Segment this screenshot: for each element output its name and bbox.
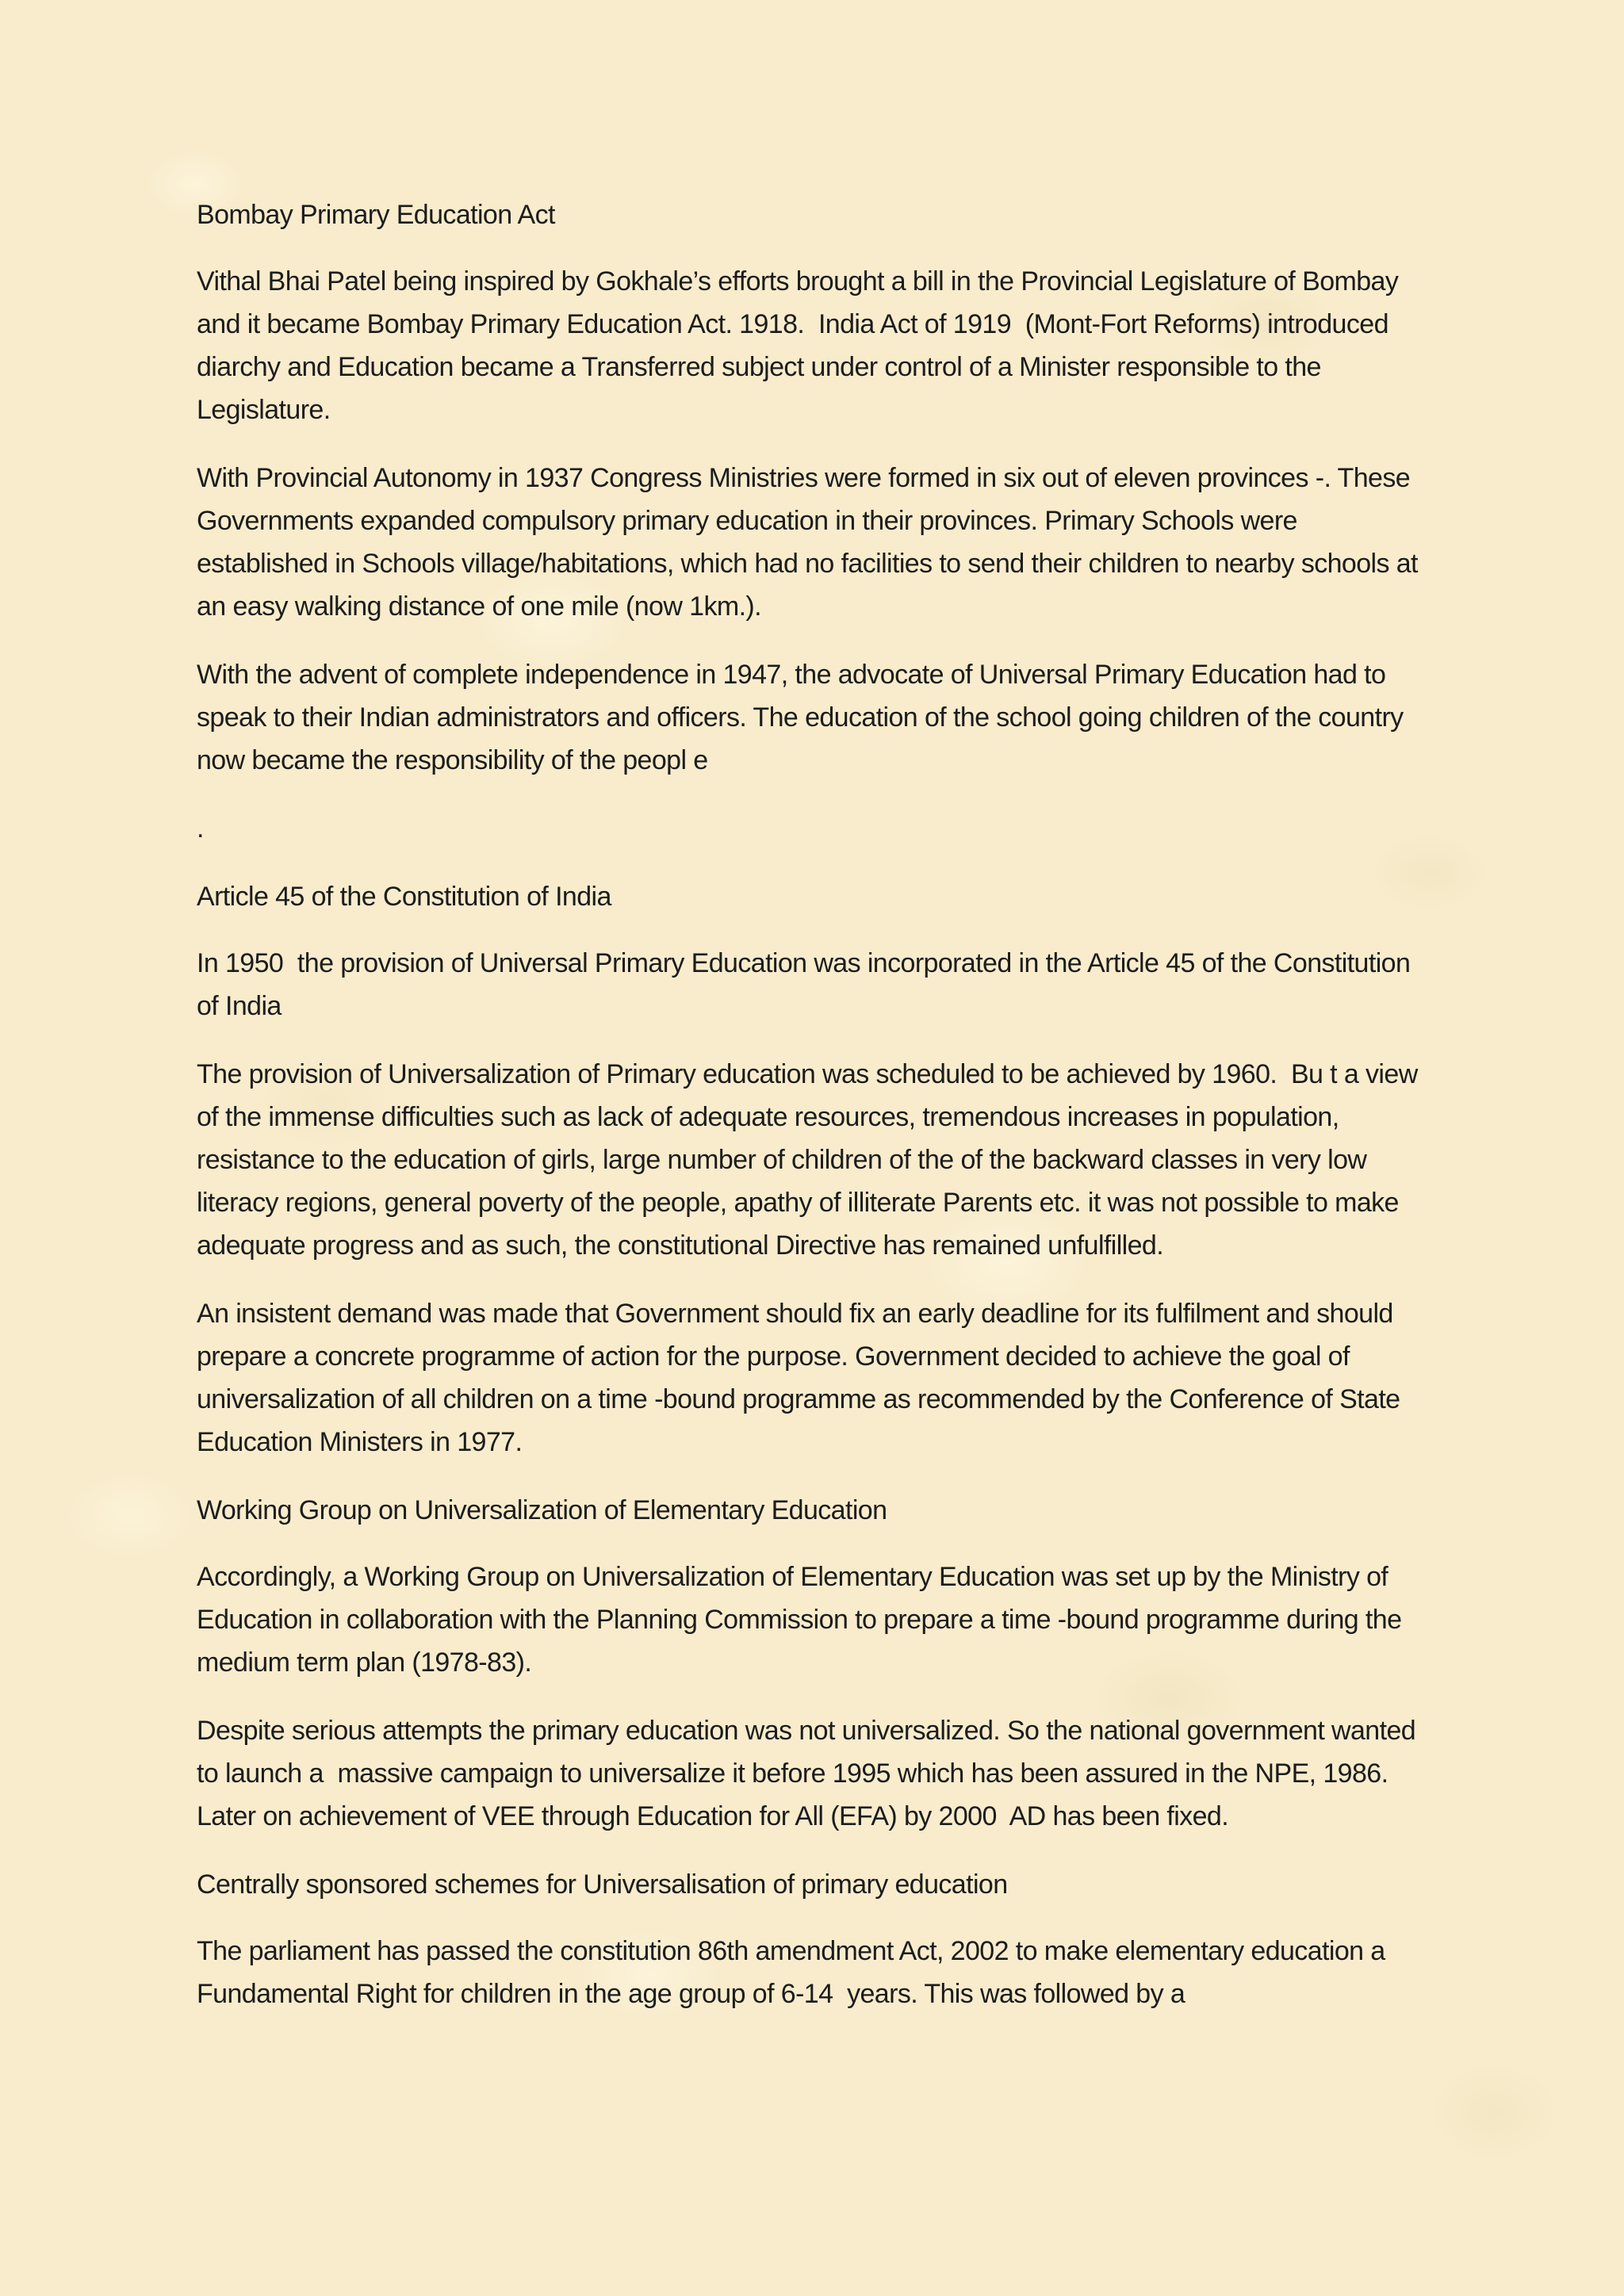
paragraph-86th-amendment: The parliament has passed the constitution 86th amendment Act, 2002 to make elementary education a Fundamental Right for children in the age group of 6-14 years. This was followed by a: [197, 1936, 1392, 2009]
paragraph-1950-provision: In 1950 the provision of Universal Primary Education was incorporated in the Article 45 of the Constitution of India: [197, 948, 1418, 1021]
section-heading-centrally-sponsored: Centrally sponsored schemes for Universalisation of primary education: [197, 1869, 1008, 1900]
stray-period: .: [197, 813, 204, 844]
paragraph-independence-1947: With the advent of complete independence in 1947, the advocate of Universal Primary Education had to speak to their Indian administrators and officers. The education of the school going children of the country now became the responsibility of the peopl e: [197, 660, 1411, 775]
section-heading-article-45: Article 45 of the Constitution of India: [197, 882, 611, 912]
paragraph-working-group: Accordingly, a Working Group on Universalization of Elementary Education was set up by the Ministry of Education in collaboration with the Planning Commission to prepare a time -bound programme during the medium term plan (1978-83).: [197, 1562, 1409, 1678]
paragraph-despite-attempts: Despite serious attempts the primary education was not universalized. So the national government wanted to launch a massive campaign to universalize it before 1995 which has been assured in the NPE, 1986. Later on achievement of VEE through Education for All (EFA) by 2000 AD has been fixed.: [197, 1716, 1423, 1831]
paragraph-insistent-demand: An insistent demand was made that Government should fix an early deadline for its fulfilment and should prepare a concrete programme of action for the purpose. Government decided to achieve the goal of universalization of all children on a time -bound programme as recommended by the Conference of State Education Ministers in 1977.: [197, 1299, 1408, 1457]
paragraph-vithal-bhai-patel: Vithal Bhai Patel being inspired by Gokhale’s efforts brought a bill in the Provincial Legislature of Bombay and it became Bombay Primary Education Act. 1918. India Act of 1919 (Mont-Fort Reforms) introduced diarchy and Education became a Transferred subject under control of a Minister responsible to the Legislature.: [197, 266, 1406, 425]
paragraph-provincial-autonomy: With Provincial Autonomy in 1937 Congress Ministries were formed in six out of eleven provinces -. These Governments expanded compulsory primary education in their provinces. Primary Schools were established in Schools village/habitations, which had no facilities to send their children to nearby schools at an easy walking distance of one mile (now 1km.).: [197, 463, 1425, 622]
section-heading-working-group: Working Group on Universalization of Elementary Education: [197, 1495, 887, 1525]
document-page: [197, 193, 1434, 2041]
section-heading-bombay-act: Bombay Primary Education Act: [197, 200, 555, 230]
paragraph-universalization-1960: The provision of Universalization of Primary education was scheduled to be achieved by 1960. Bu t a view of the immense difficulties such as lack of adequate resources, tremendous increases in population, resistance to the education of girls, large number of children of the of the backward classes in very low literacy regions, general poverty of the people, apathy of illiterate Parents etc. it was not possible to make adequate progress and as such, the constitutional Directive has remained unfulfilled.: [197, 1059, 1425, 1261]
